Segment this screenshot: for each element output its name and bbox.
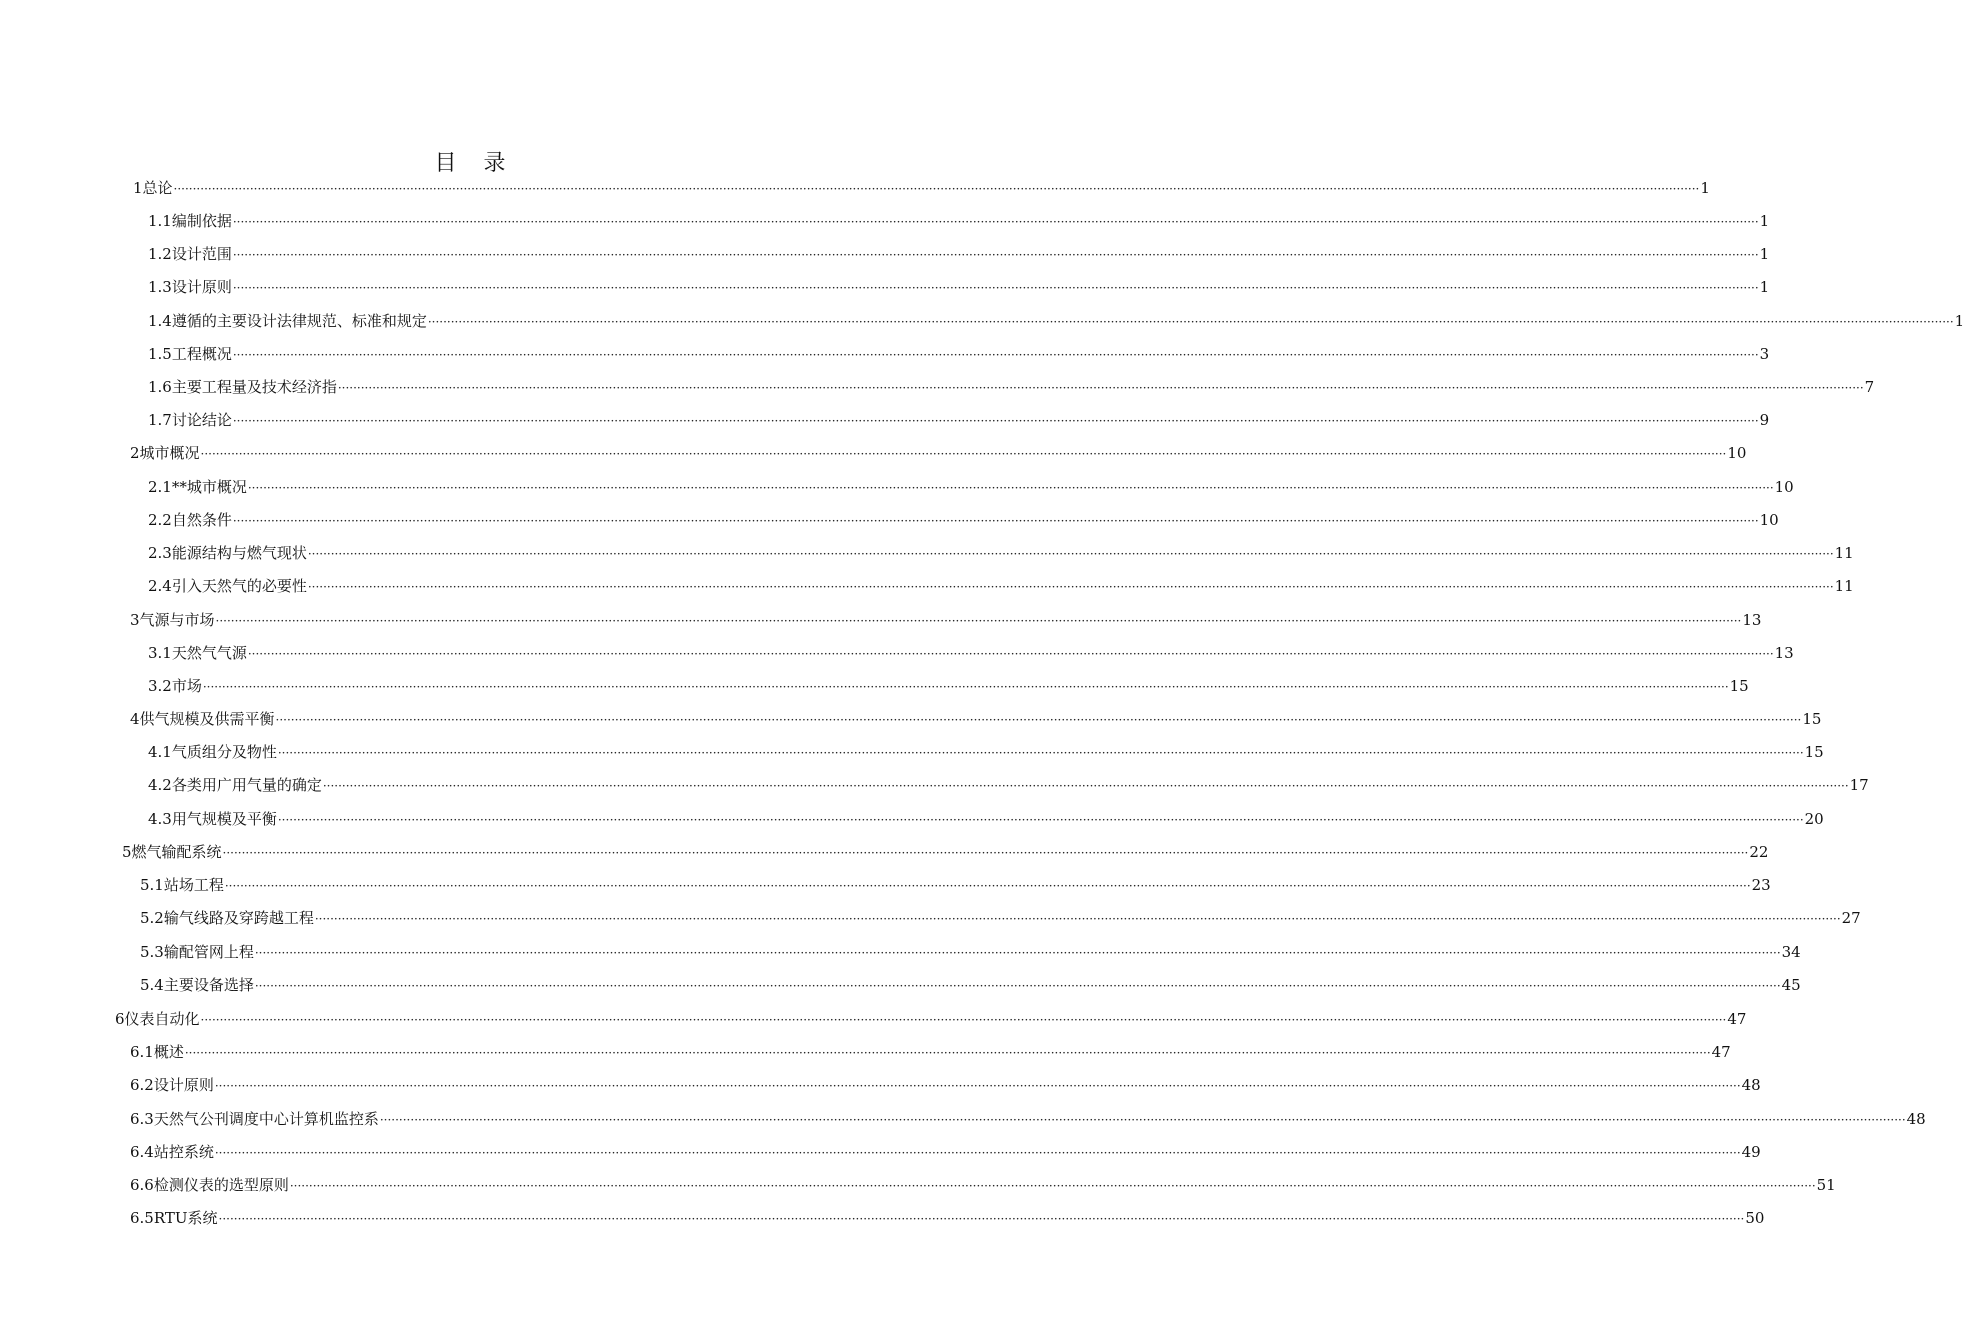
toc-entry-page: 1 xyxy=(1759,278,1770,296)
toc-dot-leader: ················································································································································································································································································································································································································ xyxy=(214,1079,1741,1093)
toc-entry-label: 6.3天然气公刊调度中心计算机监控系 xyxy=(130,1110,379,1128)
toc-dot-leader: ················································································································································································································································································································································································································ xyxy=(173,182,1700,196)
toc-dot-leader: ················································································································································································································································································································································································································ xyxy=(254,946,1781,960)
toc-entry-page: 34 xyxy=(1781,943,1801,961)
toc-entry-page: 23 xyxy=(1751,876,1771,894)
toc-entry[interactable] xyxy=(140,974,1801,996)
toc-entry[interactable] xyxy=(148,774,1869,796)
toc-entry-page: 10 xyxy=(1759,511,1779,529)
toc-dot-leader: ················································································································································································································································································································································································································ xyxy=(214,1146,1741,1160)
toc-dot-leader: ················································································································································································································································································································································································································ xyxy=(200,1013,1727,1027)
toc-entry-label: 4.2各类用广用气量的确定 xyxy=(148,776,322,794)
toc-entry[interactable] xyxy=(122,841,1769,863)
toc-entry-label: 6.1概述 xyxy=(130,1043,184,1061)
toc-entry-label: 6.5RTU系统 xyxy=(130,1209,218,1227)
toc-entry[interactable] xyxy=(130,708,1822,730)
toc-entry[interactable] xyxy=(140,907,1861,929)
toc-entry-label: 5.2输气线路及穿跨越工程 xyxy=(140,909,314,927)
toc-entry-page: 1 xyxy=(1759,245,1770,263)
toc-dot-leader: ················································································································································································································································································································································································································ xyxy=(254,979,1781,993)
toc-dot-leader: ················································································································································································································································································································································································································ xyxy=(232,248,1759,262)
toc-dot-leader: ················································································································································································································································································································································································································ xyxy=(247,647,1774,661)
toc-entry[interactable] xyxy=(148,741,1824,763)
toc-entry-page: 50 xyxy=(1745,1209,1765,1227)
toc-entry-label: 1.6主要工程量及技术经济指 xyxy=(148,378,337,396)
toc-dot-leader: ················································································································································································································································································································································································································ xyxy=(218,1212,1745,1226)
toc-entry-label: 1.5工程概况 xyxy=(148,345,232,363)
toc-dot-leader: ················································································································································································································································································································································································································ xyxy=(200,447,1727,461)
toc-entry[interactable] xyxy=(130,1041,1731,1063)
toc-entry-label: 1.2设计范围 xyxy=(148,245,232,263)
toc-entry-page: 48 xyxy=(1741,1076,1761,1094)
toc-entry-label: 2城市概况 xyxy=(130,444,200,462)
toc-entry[interactable] xyxy=(130,1074,1761,1096)
toc-entry-page: 13 xyxy=(1774,644,1794,662)
toc-entry-label: 6仪表自动化 xyxy=(115,1010,200,1028)
toc-entry[interactable] xyxy=(140,941,1801,963)
toc-entry-page: 20 xyxy=(1804,810,1824,828)
toc-entry-page: 1 xyxy=(1759,212,1770,230)
toc-entry-page: 27 xyxy=(1841,909,1861,927)
toc-entry[interactable] xyxy=(148,210,1770,232)
toc-entry-page: 10 xyxy=(1774,478,1794,496)
toc-dot-leader: ················································································································································································································································································································································································································ xyxy=(232,414,1759,428)
toc-entry-page: 17 xyxy=(1849,776,1869,794)
toc-entry-label: 4.1气质组分及物性 xyxy=(148,743,277,761)
toc-entry-page: 1 xyxy=(1954,312,1964,330)
toc-entry[interactable] xyxy=(148,808,1824,830)
toc-entry[interactable] xyxy=(148,675,1749,697)
toc-entry[interactable] xyxy=(130,1207,1765,1229)
toc-dot-leader: ················································································································································································································································································································································································································ xyxy=(289,1179,1816,1193)
toc-dot-leader: ················································································································································································································································································································································································································ xyxy=(322,779,1849,793)
toc-entry-label: 2.1**城市概况 xyxy=(148,478,247,496)
toc-entry-page: 7 xyxy=(1864,378,1875,396)
toc-entry-label: 3.2市场 xyxy=(148,677,202,695)
toc-dot-leader: ················································································································································································································································································································································································································ xyxy=(277,813,1804,827)
toc-entry-label: 2.3能源结构与燃气现状 xyxy=(148,544,307,562)
toc-entry[interactable] xyxy=(148,575,1854,597)
toc-entry-label: 1.3设计原则 xyxy=(148,278,232,296)
toc-dot-leader: ················································································································································································································································································································································································································ xyxy=(184,1046,1711,1060)
toc-entry[interactable] xyxy=(140,874,1771,896)
toc-entry[interactable] xyxy=(148,243,1770,265)
toc-entry[interactable] xyxy=(133,177,1710,199)
toc-entry-label: 6.6检测仪表的选型原则 xyxy=(130,1176,289,1194)
toc-entry[interactable] xyxy=(115,1008,1747,1030)
toc-title: 目 录 xyxy=(434,151,516,176)
toc-entry-page: 15 xyxy=(1804,743,1824,761)
toc-dot-leader: ················································································································································································································································································································································································································ xyxy=(277,746,1804,760)
toc-dot-leader: ················································································································································································································································································································································································································ xyxy=(224,879,1751,893)
toc-entry[interactable] xyxy=(148,310,1964,332)
toc-entry-label: 1.7讨论结论 xyxy=(148,411,232,429)
toc-entry[interactable] xyxy=(130,1141,1761,1163)
toc-dot-leader: ················································································································································································································································································································································································································ xyxy=(222,846,1749,860)
toc-entry-label: 1.1编制依据 xyxy=(148,212,232,230)
toc-entry-page: 15 xyxy=(1802,710,1822,728)
toc-entry[interactable] xyxy=(148,376,1875,398)
toc-entry-page: 22 xyxy=(1749,843,1769,861)
toc-entry-page: 11 xyxy=(1834,544,1854,562)
toc-dot-leader: ················································································································································································································································································································································································································ xyxy=(232,348,1759,362)
toc-entry[interactable] xyxy=(130,1174,1836,1196)
toc-entry-page: 11 xyxy=(1834,577,1854,595)
toc-entry[interactable] xyxy=(148,276,1770,298)
toc-entry-label: 3气源与市场 xyxy=(130,611,215,629)
toc-entry-label: 5.1站场工程 xyxy=(140,876,224,894)
toc-entry[interactable] xyxy=(148,542,1854,564)
toc-entry-label: 1总论 xyxy=(133,179,173,197)
toc-entry[interactable] xyxy=(148,343,1770,365)
toc-entry[interactable] xyxy=(130,442,1747,464)
toc-entry[interactable] xyxy=(148,642,1794,664)
toc-entry-page: 15 xyxy=(1729,677,1749,695)
toc-entry[interactable] xyxy=(148,509,1779,531)
toc-entry-label: 5燃气输配系统 xyxy=(122,843,222,861)
toc-entry[interactable] xyxy=(148,476,1794,498)
toc-dot-leader: ················································································································································································································································································································································································································ xyxy=(202,680,1729,694)
toc-dot-leader: ················································································································································································································································································································································································································ xyxy=(232,281,1759,295)
toc-entry-label: 6.4站控系统 xyxy=(130,1143,214,1161)
toc-dot-leader: ················································································································································································································································································································································································································ xyxy=(232,514,1759,528)
toc-entry-page: 1 xyxy=(1700,179,1710,197)
toc-entry-label: 5.4主要设备选择 xyxy=(140,976,254,994)
toc-dot-leader: ················································································································································································································································································································································································································ xyxy=(337,381,1864,395)
toc-entry[interactable] xyxy=(148,409,1770,431)
toc-dot-leader: ················································································································································································································································································································································································································ xyxy=(247,481,1774,495)
toc-entry-page: 9 xyxy=(1759,411,1770,429)
toc-dot-leader: ················································································································································································································································································································································································································ xyxy=(232,215,1759,229)
toc-entry-label: 2.2自然条件 xyxy=(148,511,232,529)
toc-entry-page: 3 xyxy=(1759,345,1770,363)
toc-entry-label: 4.3用气规模及平衡 xyxy=(148,810,277,828)
toc-entry-page: 49 xyxy=(1741,1143,1761,1161)
toc-dot-leader: ················································································································································································································································································································································································································ xyxy=(307,547,1834,561)
toc-dot-leader: ················································································································································································································································································································································································································ xyxy=(275,713,1802,727)
toc-dot-leader: ················································································································································································································································································································································································································ xyxy=(379,1113,1906,1127)
toc-entry-page: 47 xyxy=(1711,1043,1731,1061)
toc-dot-leader: ················································································································································································································································································································································································································ xyxy=(314,912,1841,926)
toc-entry[interactable] xyxy=(130,609,1762,631)
toc-entry-page: 51 xyxy=(1816,1176,1836,1194)
toc-entry-page: 45 xyxy=(1781,976,1801,994)
toc-entry-label: 5.3输配管网上程 xyxy=(140,943,254,961)
toc-entry-label: 2.4引入天然气的必要性 xyxy=(148,577,307,595)
toc-entry-page: 47 xyxy=(1727,1010,1747,1028)
toc-entry-label: 4供气规模及供需平衡 xyxy=(130,710,275,728)
toc-entry[interactable] xyxy=(130,1108,1926,1130)
toc-entry-page: 13 xyxy=(1742,611,1762,629)
toc-entry-label: 6.2设计原则 xyxy=(130,1076,214,1094)
toc-entry-label: 3.1天然气气源 xyxy=(148,644,247,662)
toc-entry-page: 48 xyxy=(1906,1110,1926,1128)
toc-dot-leader: ················································································································································································································································································································································································································ xyxy=(307,580,1834,594)
toc-entry-label: 1.4遵循的主要设计法律规范、标准和规定 xyxy=(148,312,427,330)
toc-dot-leader: ················································································································································································································································································································································································································ xyxy=(215,614,1742,628)
toc-dot-leader: ················································································································································································································································································································································································································ xyxy=(427,315,1954,329)
toc-entry-page: 10 xyxy=(1727,444,1747,462)
